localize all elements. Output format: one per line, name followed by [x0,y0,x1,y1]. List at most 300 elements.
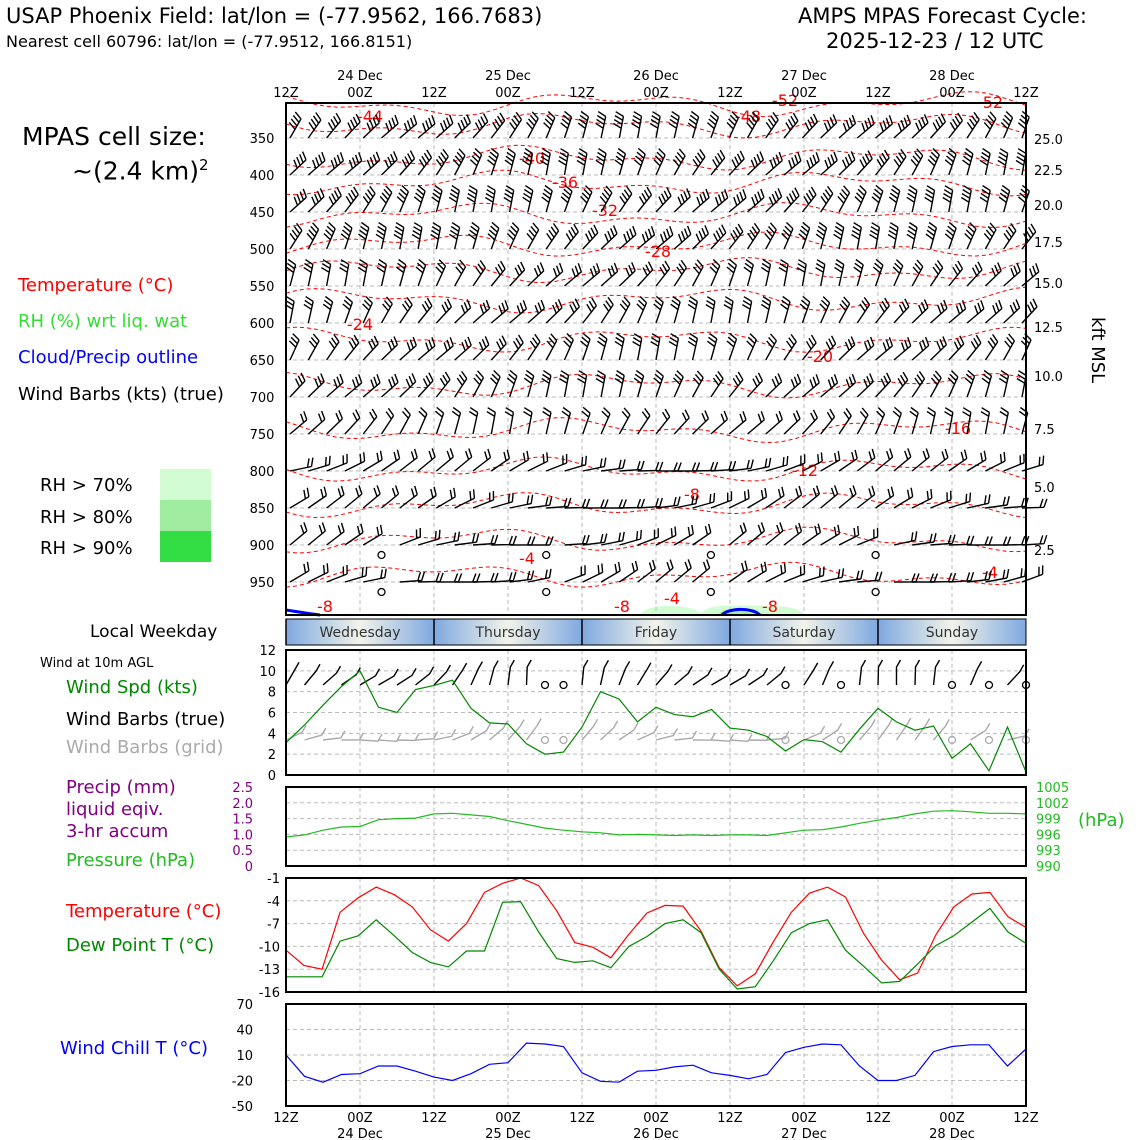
wind-barb [601,532,624,545]
wind-barb [467,186,477,212]
wind-barb [528,452,548,471]
wind-barb [565,499,590,508]
wind-barb [488,222,499,249]
wind-barb [984,223,996,249]
wind-barb [766,334,777,360]
temperature-contour-label: -4 [982,563,998,582]
wind-barb [596,112,606,138]
legend-temperature-2: Temperature (°C) [66,901,222,922]
wind-barb [748,458,771,471]
top-date-label: 25 Dec [485,69,531,84]
wind-barb [455,300,471,324]
wind-barb-grid [305,728,326,740]
pressure-tick-label: 350 [249,132,275,147]
panel-frame [286,787,1026,866]
wind-barb [363,336,378,360]
temperature-contour-label: -8 [684,485,700,504]
wind-barb [912,337,929,360]
legend-rh80: RH > 80% [40,507,133,528]
wind-barb [784,565,804,582]
wind-barb [857,449,875,471]
temperature-contour-label: -20 [806,347,834,366]
weekday-label: Saturday [772,625,836,641]
wind-barb [911,149,923,175]
wind-barb [912,300,928,324]
wind-barb [345,374,362,397]
wind-barb-true [508,660,514,685]
cell-size-label: MPAS cell size: [22,122,206,151]
wind-barb [784,334,796,360]
wind-barb [839,450,857,471]
wind-barb [985,334,997,360]
wind-barb [524,371,533,398]
wind-barb [382,297,393,323]
wind-barb [857,528,877,545]
wind-barb [910,408,918,435]
wind-barb [724,297,733,323]
pressure-panel [232,781,1069,875]
wind-barb [290,488,309,508]
wind-barb [727,259,737,286]
wind-barb [852,223,862,249]
wind-barb [634,371,643,398]
wind-barb [821,525,840,545]
wind-barb [729,372,743,397]
wind-barb [656,188,671,212]
wind-barb [396,260,405,287]
kft-tick-label: 12.5 [1034,321,1063,336]
wind-barb [912,260,923,286]
wind-barb [436,372,450,397]
wind-barb [412,223,422,249]
wind-barb [747,334,757,360]
wind-barb [1016,149,1026,175]
wind-barb [839,408,851,434]
wind-barb [857,486,874,508]
pressure-tick-label: 900 [249,539,275,554]
wind-barb [431,223,441,249]
wind-barb-grid [508,720,524,740]
wind-barb [564,334,574,361]
pressure-tick-label: 850 [249,502,275,517]
wind-barb [671,297,680,324]
wind-barb [931,449,948,471]
wind-barb [638,262,653,286]
wind-barb [583,225,598,249]
wind-barb [1018,185,1029,212]
wind-barb-true [323,666,341,685]
wind-barb [949,113,963,138]
wind-barb-true [804,663,818,685]
wind-barb-true [1008,665,1024,685]
wind-barb [632,112,642,138]
wind-barb-grid [527,719,542,741]
wind-barb [491,261,505,286]
wind-barb [615,371,624,397]
calm-wind-marker [872,589,879,596]
wind-barb [546,223,558,249]
wind-barb [693,260,704,286]
temperature-contour-label: -16 [944,419,972,438]
wind-barb-true [582,660,588,685]
wind-barb [453,149,465,175]
wind-barb [565,456,587,471]
wind-barb [706,297,715,323]
top-time-tick: 00Z [643,86,669,101]
wind-barb [654,296,664,323]
legend-temperature: Temperature (°C) [18,275,174,296]
precip-tick: 1.5 [232,812,253,828]
wind-barb [839,115,856,138]
wind-barb [802,152,819,175]
wind-barb [855,186,866,213]
wind-barb [510,451,529,471]
bottom-date-label: 28 Dec [929,1127,975,1140]
wind-barb [784,152,801,175]
wind-barb [619,262,635,286]
wind-barb [931,491,951,508]
kft-tick-label: 2.5 [1034,544,1055,559]
wind-barb [857,337,874,360]
wind-barb [948,371,958,397]
calm-wind-marker [986,682,993,689]
wind-barb [894,488,913,508]
wind-barb [688,297,697,323]
wind-barb [473,260,485,286]
wind-barb [744,260,753,287]
wind-barb-true [878,660,883,685]
pressure-tick: 999 [1036,812,1061,828]
wind-barb [546,334,557,360]
wind-barb [894,372,908,397]
calm-wind-marker-grid [542,737,549,744]
wind-barb [985,263,1001,287]
legend-cloud: Cloud/Precip outline [18,347,199,368]
calm-wind-marker [543,552,550,559]
wind-barb [761,260,770,286]
pressure-tick-label: 800 [249,465,275,480]
wind-barb [435,407,443,434]
temperature-tick: -16 [258,986,280,1001]
kft-tick-label: 7.5 [1034,423,1055,438]
wind-barb [669,112,679,138]
wind-barb [707,334,716,361]
wind-barb [931,260,943,286]
wind-barb [839,374,856,397]
legend-rh90: RH > 90% [40,538,133,559]
wind-barb [449,186,459,212]
wind-barb [363,525,382,545]
wind-barb [561,111,572,138]
wind-barb [619,561,637,582]
bottom-time-tick: 12Z [421,1111,447,1126]
wind-barb [290,562,309,582]
wind10m-label: Wind at 10m AGL [40,656,154,671]
wind-barb [400,373,416,397]
wind-barb [345,410,360,434]
wind-barb [455,114,471,138]
wind-barb [765,223,777,249]
wind-barb-true [823,661,834,685]
wind-barb [766,487,784,508]
wind-barb [485,186,495,212]
windchill-tick: -20 [231,1074,253,1090]
wind-barb [838,186,850,212]
temperature-contour-label: -48 [734,107,762,126]
wind-barb [965,223,976,249]
wind-barb [784,188,799,212]
legend-windchill: Wind Chill T (°C) [60,1038,208,1059]
wind-barb [363,374,380,397]
wind-barb [633,334,642,360]
wind-barb [693,225,709,249]
wind-barb-true [527,660,532,685]
wind-barb [967,335,981,360]
wind-barb [418,449,435,472]
temperature-contour-label: -44 [356,107,384,126]
bottom-time-tick: 12Z [1013,1111,1039,1126]
wind-barb [327,152,344,175]
wind-barb [1004,300,1020,324]
wind-barb [363,152,379,175]
temperature-contour-label: -8 [317,597,333,616]
wind-barb [797,260,806,286]
wind-barb [469,408,477,434]
bottom-time-tick: 00Z [939,1111,965,1126]
wind-barb [802,114,817,138]
wind-barb [290,223,302,249]
temperature-contour-label: -4 [664,589,680,608]
wind-barb [619,297,630,323]
wind-barb-true [767,667,785,685]
legend-precip-accum: 3-hr accum [66,821,169,842]
top-time-tick: 12Z [421,86,447,101]
wind-barb [638,560,656,582]
wind-barb-true [915,660,920,685]
calm-wind-marker [838,682,845,689]
wind-barb [766,523,783,546]
wind-barb [578,112,588,139]
weekday-label: Thursday [475,625,541,641]
wind-barb [491,113,504,138]
wind-barb [651,334,660,360]
wind-barb-grid [638,726,658,740]
wind-barb [327,113,341,138]
wind-barb [418,408,427,435]
pressure-tick-label: 750 [249,428,275,443]
wind-barb-true [379,669,399,685]
wind-barb [615,149,626,176]
temperature-contour-label: -36 [551,173,579,192]
wind-barb [487,408,495,434]
wind-barb [540,149,550,175]
wind-barb [711,150,725,175]
wind-barb-true [619,661,630,685]
wind-barb-true [286,662,299,685]
wind-barb [907,186,917,212]
wind-barb [927,408,935,434]
wind-barb [308,487,326,508]
windchill-tick: 10 [236,1049,253,1064]
wind-speed-tick: 6 [267,706,276,722]
wind-speed-tick: 12 [259,644,276,659]
wind-barb [546,454,567,471]
wind-barb [931,337,947,361]
kft-tick-label: 10.0 [1034,370,1063,385]
pressure-tick: 996 [1036,828,1061,844]
pressure-tick: 993 [1036,844,1061,860]
wind-barb [839,337,855,361]
wind-barb [507,370,517,397]
wind-barb [980,149,990,175]
wind-barb-grid [675,731,697,740]
kft-axis-label: kft MSL [1087,317,1108,384]
calm-wind-marker [707,552,714,559]
wind-barb [821,374,838,397]
wind-barb [601,408,610,434]
wind-barb [748,562,767,582]
wind-barb [821,409,835,434]
wind-barb [546,299,562,323]
calm-wind-marker [543,589,550,596]
wind-barb [931,114,946,138]
wind-barb [821,186,833,212]
kft-tick-label: 5.0 [1034,481,1055,496]
wind-barb [473,449,491,471]
wind-barb [654,149,665,175]
pressure-tick-label: 700 [249,391,275,406]
wind-barb [363,485,380,508]
wind-barb [308,113,321,139]
temperature-contour-label: -52 [771,91,799,110]
wind-barb [748,411,765,434]
wind-barb [452,408,460,435]
wind-barb-grid [897,718,911,740]
wind-barb [656,261,670,286]
legend-rh: RH (%) wrt liq. wat [18,311,188,332]
wind-barb [382,115,399,138]
wind-barb [928,149,939,176]
wind-barb [784,411,800,435]
wind-barb [308,411,325,434]
wind-barb [400,115,417,138]
wind-barb-true [490,661,499,685]
wind-barb [523,186,533,212]
wind-barb [654,370,664,397]
temperature-tick: -13 [258,963,280,979]
temperature-contour-label: -32 [591,201,619,220]
wind-barb [711,371,723,397]
wind-barb [1004,334,1015,360]
kft-tick-label: 15.0 [1034,277,1063,292]
wind-barb-true [453,663,467,685]
calm-wind-marker-grid [986,737,993,744]
wind-barb [340,260,349,286]
wind-barb [748,522,765,545]
precip-tick: 0.5 [232,844,253,860]
calm-wind-marker [782,682,789,689]
wind-barb-true [342,668,361,685]
wind-barb [967,300,984,323]
wind-barb [418,115,435,138]
wind-barb [693,411,709,435]
wind-barb [835,260,844,286]
wind-barb [876,408,885,434]
wind-barb [839,151,855,175]
wind-barb [674,559,691,582]
wind-barb [382,151,398,175]
top-date-label: 24 Dec [337,69,383,84]
wind-barb [893,407,901,434]
weekday-label: Wednesday [319,625,401,641]
top-time-tick: 12Z [1013,86,1039,101]
wind-barb [984,112,996,138]
wind-barb [418,337,435,360]
wind-barb [377,260,386,286]
wind-barb [802,567,824,582]
calm-wind-marker-grid [838,737,845,744]
legend-wind-barbs-true: Wind Barbs (true) [66,709,226,730]
wind-barb [345,335,359,360]
wind-barb [1018,111,1029,138]
temperature-contour-label: -40 [518,149,546,168]
wind-barb [400,297,412,323]
model-title: AMPS MPAS Forecast Cycle: [798,4,1087,28]
wind-barb [290,522,307,545]
wind-barb [1004,454,1024,471]
wind-barb [400,408,411,434]
wind-barb [544,112,555,139]
wind-barb [470,149,481,176]
wind-barb [327,188,342,212]
wind-barb [766,152,783,175]
cell-size-value: ~(2.4 km)$^2$ [72,156,209,186]
wind-barb [727,333,737,360]
wind-barb [907,223,917,249]
wind-barb [781,297,790,324]
wind-barb [596,371,605,397]
wind-barb [729,189,746,212]
legend-dewpoint: Dew Point T (°C) [66,935,215,956]
wind-barb-true [416,667,434,685]
wind-barb [693,371,704,397]
wind-barb [693,149,705,175]
precip-tick: 2.0 [232,796,253,812]
wind-barb [761,297,770,323]
wind-barb [674,189,690,213]
wind-barb [596,149,606,175]
weekday-panel [286,619,1026,645]
legend-wind-barbs: Wind Barbs (kts) (true) [18,384,224,405]
wind-barb [967,451,986,471]
wind-barb [382,374,399,397]
wind-barb [839,526,859,545]
wind-barb [1004,223,1016,249]
bottom-time-tick: 00Z [347,1111,373,1126]
wind-barb [985,300,1002,323]
bottom-time-tick: 12Z [717,1111,743,1126]
calm-wind-marker [378,552,385,559]
bottom-date-label: 24 Dec [337,1127,383,1140]
wind-barb [418,373,433,397]
wind-barb [582,407,590,434]
wind-barb [504,186,514,212]
wind-barb [327,410,343,434]
wind-barb [748,223,760,249]
wind-barb [634,148,645,175]
precip-tick: 1.0 [232,828,253,844]
wind-barb [327,334,339,360]
